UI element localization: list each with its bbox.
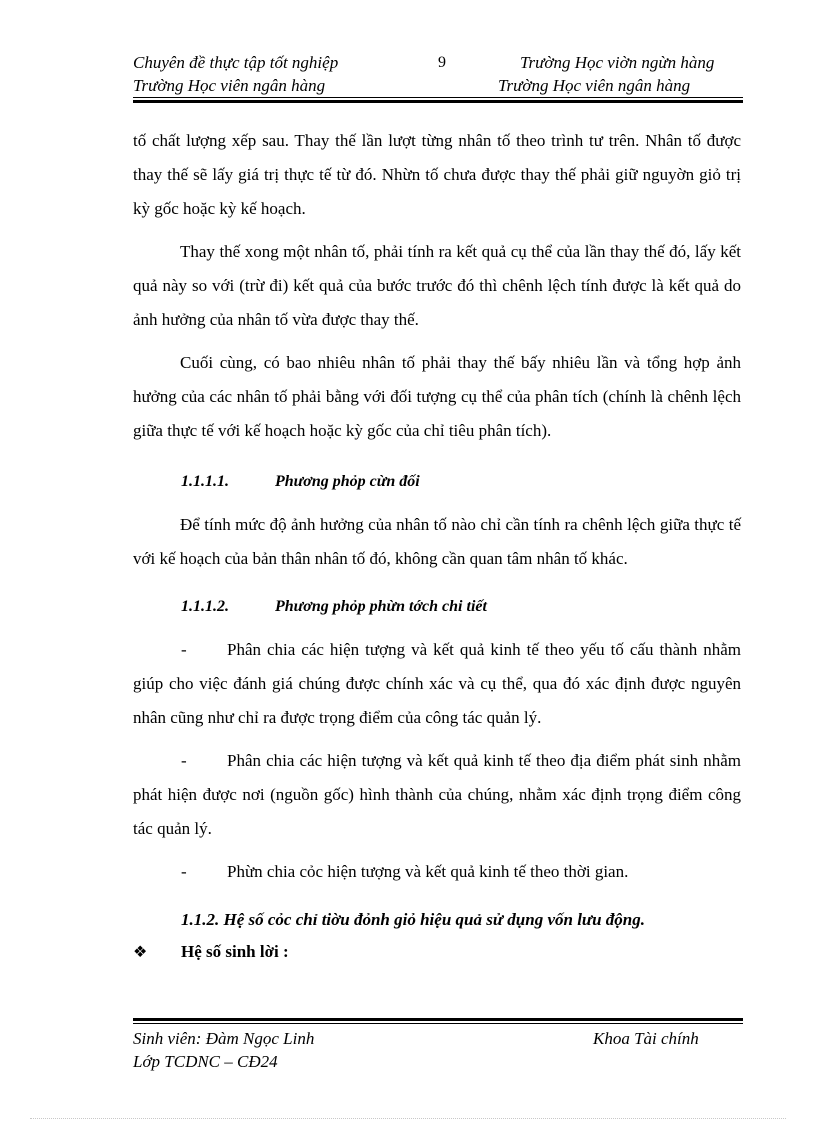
heading-he-so-sinh-loi: Hệ số sinh lời : bbox=[181, 942, 289, 961]
bullet-item-2 bbox=[133, 744, 741, 846]
section-1-number: 1.1.1.1. bbox=[181, 473, 229, 490]
bullet-2-text: Phân chia các hiện tượng và kết quả kinh tế theo địa điểm phát sinh nhằm phát hiện được nơi (nguồn gốc) hình thành của chúng, nhằm xác định trọng điểm công tác quản lý. bbox=[133, 751, 741, 838]
header-left-line1: Chuyên đề thực tập tốt nghiệp bbox=[133, 53, 339, 72]
paragraph-2-text: Thay thế xong một nhân tố, phải tính ra kết quả cụ thể của lần thay thế đó, lấy kết quả này so với (trừ đi) kết quả của bước trước đó thì chênh lệch tính được là kết quả do ảnh hưởng của nhân tố vừa được thay thế. bbox=[133, 242, 741, 329]
page-number: 9 bbox=[438, 54, 446, 71]
bullet-dash: - bbox=[181, 640, 187, 659]
paragraph-2 bbox=[133, 235, 741, 337]
section-1-title: Phương phỏp cừn đối bbox=[275, 473, 420, 490]
bullet-dash: - bbox=[181, 751, 187, 770]
bullet-1-text: Phân chia các hiện tượng và kết quả kinh tế theo yếu tố cấu thành nhằm giúp cho việc đánh giá chúng được chính xác và cụ thể, qua đó xác định được nguyên nhân cũng như chỉ ra được trọng điểm của công tác quản lý. bbox=[133, 640, 741, 727]
section-2-title: Phương phỏp phừn tớch chi tiết bbox=[275, 598, 487, 615]
paragraph-3 bbox=[133, 346, 741, 448]
bullet-item-3 bbox=[133, 855, 741, 889]
header-rule-thick bbox=[133, 100, 743, 103]
footer-faculty: Khoa Tài chính bbox=[593, 1029, 699, 1048]
header-rule-thin bbox=[133, 97, 743, 98]
paragraph-1-text: tố chất lượng xếp sau. Thay thế lần lượt từng nhân tố theo trình tư trên. Nhân tố được thay thế sẽ lấy giá trị thực tế từ đó. Nhừn tố chưa được thay thế phải giữ nguyờn giỏ trị kỳ gốc hoặc kỳ kế hoạch. bbox=[133, 131, 741, 218]
paragraph-1 bbox=[133, 124, 741, 226]
header-left-line2: Trường Học viên ngân hàng bbox=[133, 76, 326, 95]
bullet-3-text: Phừn chia cỏc hiện tượng và kết quả kinh tế theo thời gian. bbox=[227, 862, 629, 881]
page-bottom-dotted-line bbox=[30, 1118, 786, 1119]
heading-1-1-2: 1.1.2. Hệ số cỏc chỉ tiờu đỏnh giỏ hiệu quả sử dụng vốn lưu động. bbox=[181, 910, 646, 929]
diamond-bullet-icon: ❖ bbox=[133, 944, 148, 961]
footer-rule-thin bbox=[133, 1023, 743, 1024]
paragraph-4 bbox=[133, 508, 741, 576]
header-right-line1: Trường Học viờn ngừn hàng bbox=[520, 53, 715, 72]
bullet-item-1 bbox=[133, 633, 741, 735]
header-right-line2: Trường Học viên ngân hàng bbox=[498, 76, 691, 95]
bullet-dash: - bbox=[181, 862, 187, 881]
paragraph-4-text: Để tính mức độ ảnh hưởng của nhân tố nào chỉ cần tính ra chênh lệch giữa thực tế với kế hoạch của bản thân nhân tố đó, không cần quan tâm nhân tố khác. bbox=[133, 515, 741, 568]
paragraph-3-text: Cuối cùng, có bao nhiêu nhân tố phải thay thế bấy nhiêu lần và tổng hợp ảnh hưởng của các nhân tố phải bằng với đối tượng cụ thể của phân tích (chính là chênh lệch giữa thực tế với kế hoạch hoặc kỳ gốc của chỉ tiêu phân tích). bbox=[133, 353, 741, 440]
footer-student: Sinh viên: Đàm Ngọc Linh bbox=[133, 1029, 315, 1048]
section-2-number: 1.1.1.2. bbox=[181, 598, 229, 615]
footer-class: Lớp TCDNC – CĐ24 bbox=[133, 1052, 278, 1071]
footer-rule-thick bbox=[133, 1018, 743, 1021]
